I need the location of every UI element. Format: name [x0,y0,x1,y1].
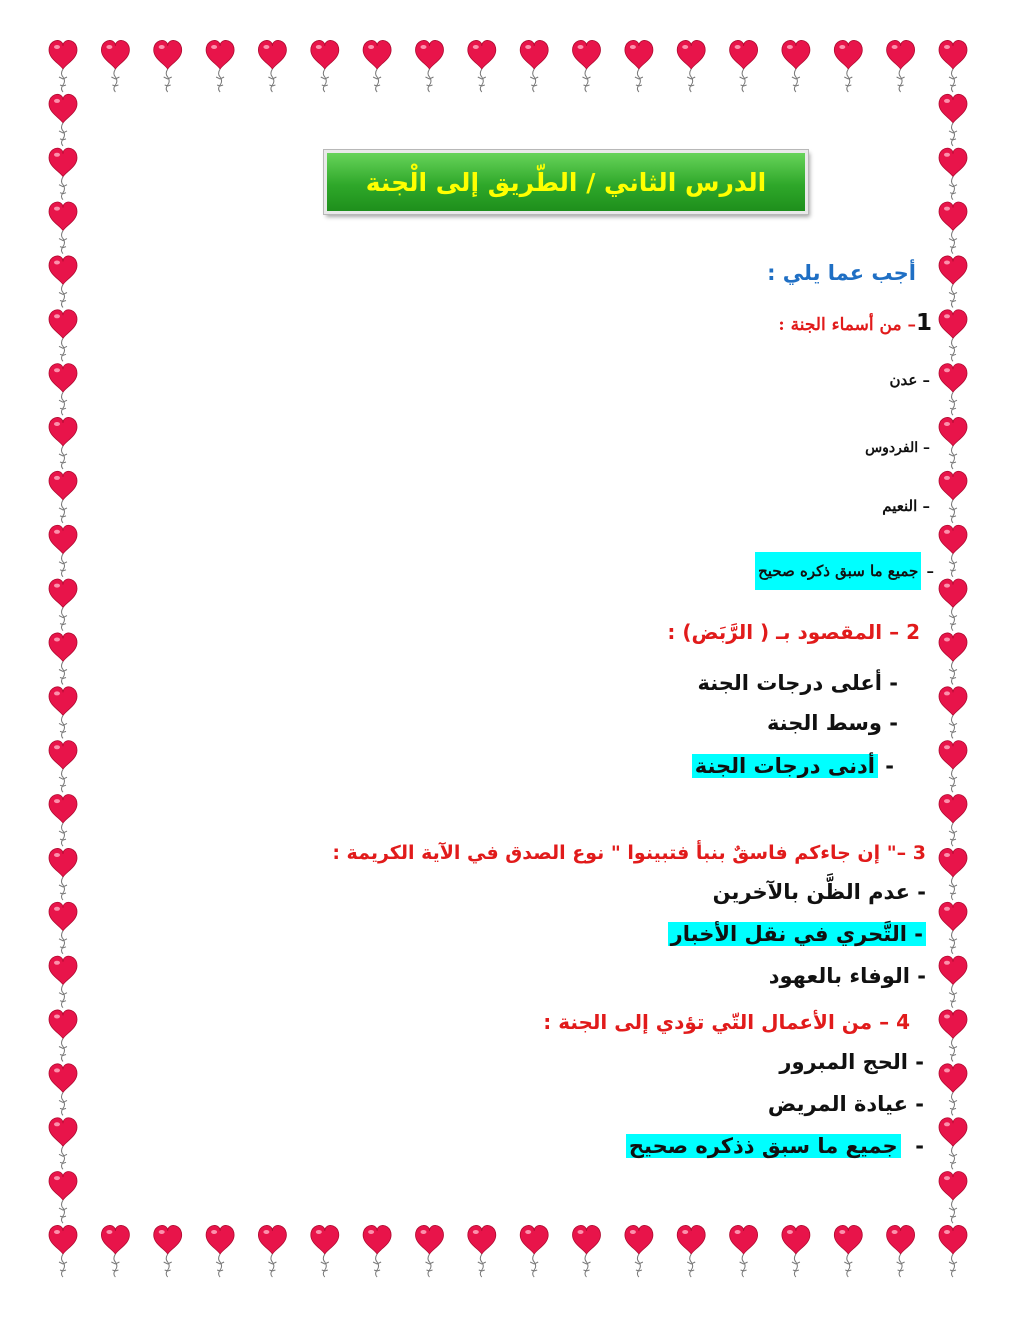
heart-balloon-icon [939,741,967,793]
heart-balloon-icon [834,1225,862,1277]
q4-option-3-dash: - [915,1134,924,1158]
heart-balloon-icon [154,1225,182,1277]
heart-balloon-icon [939,1010,967,1062]
heart-balloon-icon [939,364,967,416]
heart-balloon-icon [939,471,967,523]
heart-balloon-icon [887,40,915,92]
q1-option-2: – الفردوس [865,440,930,456]
q4-option-1: - الحج المبرور [779,1050,924,1074]
heart-balloon-icon [939,1172,967,1224]
q1-option-3: – النعيم [882,497,930,515]
heart-balloon-icon [939,525,967,577]
heart-balloon-icon [677,1225,705,1277]
heart-balloon-icon [49,471,77,523]
heart-balloon-icon [782,40,810,92]
heart-balloon-icon [939,1118,967,1170]
heart-balloon-icon [939,256,967,308]
heart-balloon-icon [939,687,967,739]
heart-balloon-icon [49,687,77,739]
question-1-prompt: – من أسماء الجنة : [778,315,916,335]
heart-balloon-icon [625,40,653,92]
heart-balloon-icon [49,417,77,469]
heart-balloon-icon [49,1064,77,1116]
heart-balloon-icon [468,40,496,92]
heart-balloon-icon [311,1225,339,1277]
q4-correct-answer: جميع ما سبق ذذكره صحيح [626,1134,901,1158]
heart-balloon-icon [834,40,862,92]
heart-balloon-icon [939,795,967,847]
heart-balloon-icon [154,40,182,92]
q2-correct-answer: أدنى درجات الجنة [692,754,878,778]
heart-balloon-icon [939,1064,967,1116]
heart-balloon-icon [49,956,77,1008]
title-banner [324,150,808,214]
heart-balloon-icon [520,1225,548,1277]
heart-balloon-icon [49,1118,77,1170]
heart-balloon-icon [939,848,967,900]
heart-balloon-icon [939,902,967,954]
heart-balloon-icon [49,148,77,200]
heart-balloon-icon [49,633,77,685]
heart-balloon-icon [677,40,705,92]
heart-balloon-icon [416,40,444,92]
q1-option-1: – عدن [889,371,930,389]
q1-option-4-dash: – [926,562,934,580]
heart-balloon-icon [939,148,967,200]
heart-balloon-icon [939,417,967,469]
heart-balloon-icon [782,1225,810,1277]
heart-balloon-icon [939,310,967,362]
heart-balloon-icon [49,795,77,847]
q1-correct-answer: جميع ما سبق ذكره صحيح [755,552,921,590]
question-2-prompt: 2 – المقصود بـ ( الرَّبَض) : [667,620,920,644]
heart-balloon-icon [363,40,391,92]
heart-balloon-icon [206,40,234,92]
heart-balloon-icon [468,1225,496,1277]
q3-correct-answer: - التَّحري في نقل الأخبار [668,922,926,946]
q3-option-3: - الوفاء بالعهود [768,964,926,988]
heart-balloon-icon [363,1225,391,1277]
question-1 [778,310,932,336]
heart-balloon-icon [49,1172,77,1224]
heart-balloon-icon [49,902,77,954]
q3-option-2 [668,922,926,946]
heart-balloon-icon [625,1225,653,1277]
heart-balloon-icon [939,633,967,685]
heart-balloon-icon [939,94,967,146]
q1-option-4 [755,552,934,590]
heart-balloon-icon [49,202,77,254]
question-1-number: 1 [915,310,932,336]
instruction: أجب عما يلي : [767,261,916,285]
question-4-prompt: 4 – من الأعمال التّي تؤدي إلى الجنة : [543,1010,910,1034]
heart-balloon-icon [49,1225,77,1277]
heart-balloon-icon [258,40,286,92]
heart-balloon-icon [206,1225,234,1277]
heart-balloon-icon [49,741,77,793]
heart-balloon-icon [101,40,129,92]
heart-balloon-icon [730,40,758,92]
q4-option-3 [626,1134,924,1158]
heart-balloon-icon [49,579,77,631]
heart-balloon-icon [416,1225,444,1277]
heart-balloon-icon [49,364,77,416]
q2-option-1: - أعلى درجات الجنة [697,671,898,695]
heart-balloon-icon [939,40,967,92]
heart-balloon-icon [49,310,77,362]
heart-balloon-icon [258,1225,286,1277]
heart-balloon-icon [49,40,77,92]
heart-balloon-icon [49,256,77,308]
heart-balloon-icon [939,1225,967,1277]
heart-balloon-icon [49,94,77,146]
question-3-prompt: 3 –" إن جاءكم فاسقٌ بنبأ فتبينوا " نوع الصدق في الآية الكريمة : [332,842,926,864]
heart-balloon-icon [939,202,967,254]
heart-balloon-icon [939,956,967,1008]
heart-balloon-icon [939,579,967,631]
q3-option-1: - عدم الظَّن بالآخرين [712,880,926,904]
lesson-title: الدرس الثاني / الطّريق إلى الْجنة [365,167,767,197]
heart-balloon-icon [101,1225,129,1277]
heart-balloon-icon [49,848,77,900]
heart-balloon-icon [520,40,548,92]
heart-balloon-icon [730,1225,758,1277]
heart-balloon-icon [573,1225,601,1277]
q2-option-2: - وسط الجنة [766,711,898,735]
q2-option-3-dash: - [885,754,894,778]
heart-balloon-icon [573,40,601,92]
heart-balloon-icon [49,1010,77,1062]
heart-balloon-icon [49,525,77,577]
q2-option-3 [692,754,894,778]
heart-balloon-icon [887,1225,915,1277]
q4-option-2: - عيادة المريض [767,1092,924,1116]
heart-balloon-icon [311,40,339,92]
